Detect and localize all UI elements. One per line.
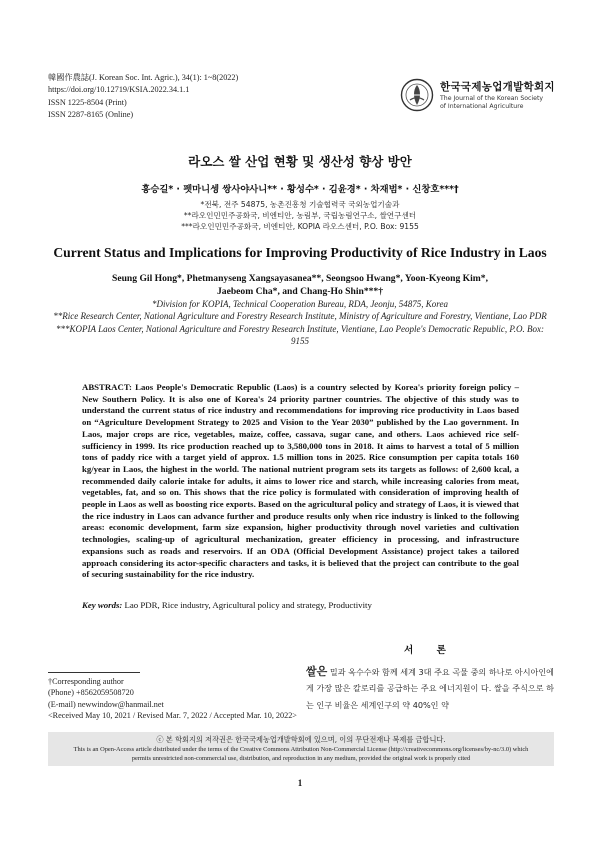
abstract-label: ABSTRACT: (82, 382, 132, 392)
society-name-en: The Journal of the Korean Society of International Agriculture (440, 95, 544, 110)
korean-affiliation-2: **라오인민민주공화국, 비엔티안, 농림부, 국립농림연구소, 쌀연구센터 (183, 211, 417, 221)
footnote-rule (48, 672, 140, 673)
korean-affiliation-3: ***라오인민민주공화국, 비엔티안, KOPIA 라오스센터, P.O. Box: 9155 (181, 222, 419, 232)
corresponding-author: †Corresponding author (48, 677, 124, 686)
journal-citation: 韓國作農誌(J. Korean Soc. Int. Agric.), 34(1): 1~8(2022) (48, 73, 239, 82)
korean-authors: 홍승길* · 펫마니셍 쌍사야사니** · 황성수* · 김윤경* · 차재범* · 신창호***† (141, 184, 459, 195)
keywords-label: Key words: (82, 600, 123, 610)
abstract (82, 382, 519, 581)
society-emblem-icon (400, 78, 434, 112)
drop-word: 쌀은 (306, 665, 328, 678)
introduction-paragraph (306, 664, 554, 713)
license-box (48, 732, 554, 766)
introduction-text: 밀과 옥수수와 함께 세계 3대 주요 곡물 중의 하나로 아시아인에게 가장 많은 칼로리를 공급하는 주요 에너지원이 다. 쌀을 주식으로 하는 인구 비율은 세계인구의 약 40%인 약 (306, 667, 554, 710)
abstract-text: Laos People's Democratic Republic (Laos) is a country selected by Korea's priority foreign policy – New Southern Policy. It is also one of Korea's 24 priority partner countries. The objective of this study was to understand the current status of rice industry and recommendations for improving rice productivity in Laos based on “Agriculture Development Strategy to 2025 and Vision to the Year 2030” published by the Lao government. In Laos, major crops are rice, vegetables, maize, coffee, cassava, sugar cane, and others. Laos achieved rice self-sufficiency in 1999. Its rice production reached up to 3,580,000 tons in 2018. It aims to harvest a total of 5 million tons of paddy rice with a target yield of approx. 1.5 million tons in 2025. Rice consumption per capita totals 160 kg/year in Laos, the highest in the world. The national nutrient program sets its targets as follows: of 2,600 kcal, a recommended daily calorie intake for adults, it aims to lower rice and starch, while increasing calories from meat, vegetables, fat, and so on. This shows that the rice policy is formulated with consideration of improving health of people in Laos as well as boosting rice exports. Based on the agricultural policy and strategy of Laos, it is viewed that the rice industry in Laos can advance further and produce results only when rice industry is linked to the following areas: economic development, farm size expansion, higher productivity through novel varieties and cultivation technologies, scaling-up of agricultural mechanization, greater efficiency in processing, and infrastructure expansions such as roads and reservoirs. If an ODA (Official Development Assistance) project takes a tailored approach considering its actor-specific characters and tasks, it is believed that the project can contribute to the goal of securing sustainability for the rice industry. (82, 382, 520, 580)
keywords (82, 600, 519, 610)
english-authors-line-2: Jaebeom Cha*, and Chang-Ho Shin***† (216, 286, 384, 297)
author-email[interactable]: (E-mail) newwindow@hanmail.net (48, 699, 164, 709)
korean-affiliation-1: *전북, 전주 54875, 농촌진흥청 기술협력국 국외농업기술과 (200, 200, 400, 209)
english-affiliation-1: *Division for KOPIA, Technical Cooperation Bureau, RDA, Jeonju, 54875, Korea (152, 299, 448, 309)
manuscript-dates: <Received May 10, 2021 / Revised Mar. 7, 2022 / Accepted Mar. 10, 2022> (48, 711, 297, 721)
doi-link[interactable]: https://doi.org/10.12719/KSIA.2022.34.1.1 (48, 85, 190, 95)
journal-header (48, 72, 238, 122)
english-affiliation-3: ***KOPIA Laos Center, National Agriculture and Forestry Research Institute, Vientiane, Lao People's Democratic Republic, P.O. Box: 9155 (56, 323, 544, 347)
korean-title: 라오스 쌀 산업 현황 및 생산성 향상 방안 (188, 154, 412, 169)
english-affiliations (50, 298, 550, 348)
issn-print: ISSN 1225-8504 (Print) (48, 97, 127, 107)
issn-online: ISSN 2287-8165 (Online) (48, 110, 134, 120)
english-affiliation-2: **Rice Research Center, National Agriculture and Forestry Research Institute, Ministry of Agriculture and Forestry, Vientiane, Lao PDR (53, 311, 547, 322)
footnote (48, 676, 297, 722)
english-authors-line-1: Seung Gil Hong*, Phetmanyseng Xangsayasanea**, Seongsoo Hwang*, Yoon-Kyeong Kim*, (112, 273, 488, 284)
english-title: Current Status and Implications for Improving Productivity of Rice Industry in Laos (53, 245, 547, 260)
english-authors (0, 272, 600, 298)
keywords-text: Lao PDR, Rice industry, Agricultural policy and strategy, Productivity (124, 600, 372, 610)
author-phone: (Phone) +8562059508720 (48, 688, 134, 698)
copyright-notice-kr: ⓒ 본 학회지의 저작권은 한국국제농업개발학회에 있으며, 이의 무단전재나 복제를 금합니다. (156, 735, 446, 744)
korean-affiliations (0, 199, 600, 233)
society-name-kr: 한국국제농업개발학회지 (440, 81, 555, 93)
license-notice-en: This is an Open-Access article distributed under the terms of the Creative Commons Attribution Non-Commercial License (http://creativecommons.org/licenses/by-nc/3.0) which permits unrestricted non-commercial use, distribution, and reproduction in any medium, provided the original work is properly cited (73, 746, 529, 762)
section-heading-introduction: 서 론 (404, 645, 456, 656)
page-number: 1 (297, 778, 303, 788)
society-logo (400, 74, 560, 118)
